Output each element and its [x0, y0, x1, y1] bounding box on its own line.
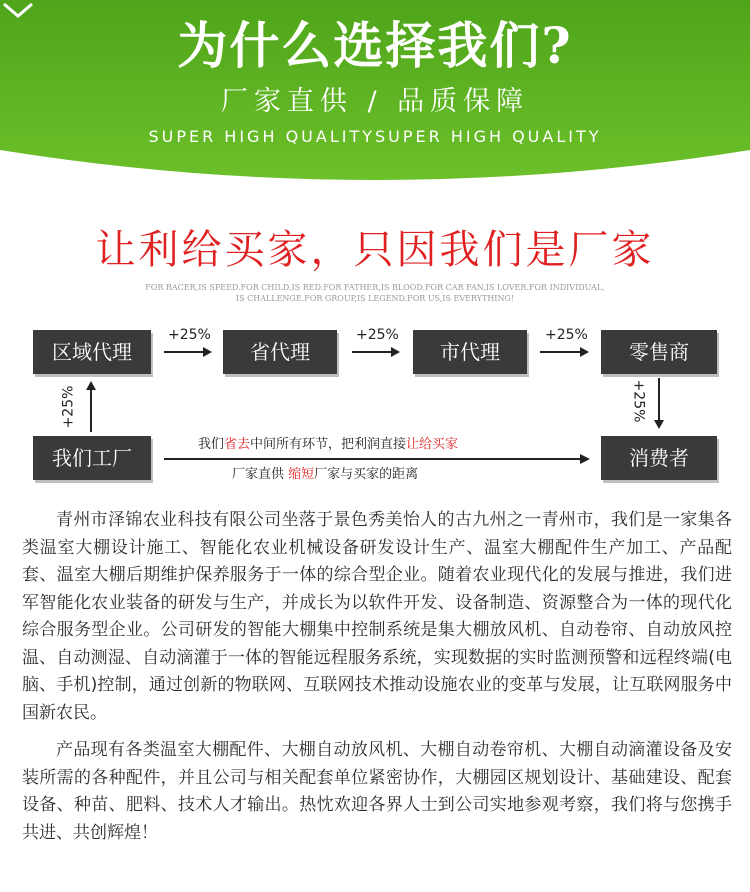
- note1-highlight-1: 省去: [224, 437, 251, 452]
- note2-highlight: 缩短: [288, 467, 315, 482]
- note1-part1: 我们: [198, 437, 225, 452]
- motto-line-1: FOR RACER,IS SPEED.FOR CHILD,IS RED.FOR FATHER,IS BLOOD.FOR CAR FAN,IS LOVER.FOR INDIVIDUAL,: [145, 283, 605, 292]
- box-our-factory: 我们工厂: [33, 436, 151, 480]
- box-consumer: 消费者: [601, 436, 717, 480]
- products-paragraph: 产品现有各类温室大棚配件、大棚自动放风机、大棚自动卷帘机、大棚自动滴灌设备及安装所需的各种配件，并且公司与相关配套单位紧密协作，大棚园区规划设计、基础建设、配套设备、种苗、肥料、技术人才输出。热忱欢迎各界人士到公司实地参观考察，我们将与您携手共进、共创辉煌！: [22, 740, 732, 843]
- pct-label-vertical-right: +25%: [630, 379, 647, 423]
- pct-label-3: +25%: [545, 327, 588, 343]
- banner-english-tagline: SUPER HIGH QUALITYSUPER HIGH QUALITY: [148, 127, 602, 146]
- pct-label-1: +25%: [168, 327, 211, 343]
- box-retailer: 零售商: [601, 330, 717, 374]
- pct-label-2: +25%: [356, 327, 399, 343]
- note2-part1: 厂家直供: [232, 467, 289, 482]
- box-city-agent: 市代理: [413, 330, 527, 374]
- box-regional-agent: 区域代理: [33, 330, 151, 374]
- flow-note-1: [198, 436, 458, 454]
- company-intro-paragraph: 青州市泽锦农业科技有限公司坐落于景色秀美怡人的古九州之一青州市，我们是一家集各类温室大棚设计施工、智能化农业机械设备研发设计生产、温室大棚配件生产加工、产品配套、温室大棚后期维护保养服务于一体的综合型企业。随着农业现代化的发展与推进，我们进军智能化农业装备的研发与生产，并成长为以软件开发、设备制造、资源整合为一体的现代化综合服务型企业。公司研发的智能大棚集中控制系统是集大棚放风机、自动卷帘、自动放风控温、自动测湿、自动滴灌于一体的智能远程服务系统，实现数据的实时监测预警和远程终端(电脑、手机)控制，通过创新的物联网、互联网技术推动设施农业的变革与发展，让互联网服务中国新农民。: [22, 510, 732, 723]
- note2-part3: 厂家与买家的距离: [314, 467, 419, 482]
- banner-subtitle: 厂家直供 / 品质保障: [220, 86, 530, 117]
- headline: 让利给买家，只因我们是厂家: [95, 227, 655, 273]
- flow-note-2: [232, 466, 418, 484]
- note1-highlight-2: 让给买家: [406, 437, 459, 452]
- note1-part3: 中间所有环节，把利润直接: [250, 437, 407, 452]
- banner-title: 为什么选择我们?: [177, 16, 573, 75]
- motto-line-2: IS CHALLENGE.FOR GROUP,IS LEGEND.FOR US,IS EVERYTHING!: [235, 294, 515, 303]
- chevron-down-icon: [0, 0, 36, 20]
- header-banner: [0, 0, 750, 200]
- pct-label-vertical-left: +25%: [60, 385, 77, 429]
- box-provincial-agent: 省代理: [223, 330, 337, 374]
